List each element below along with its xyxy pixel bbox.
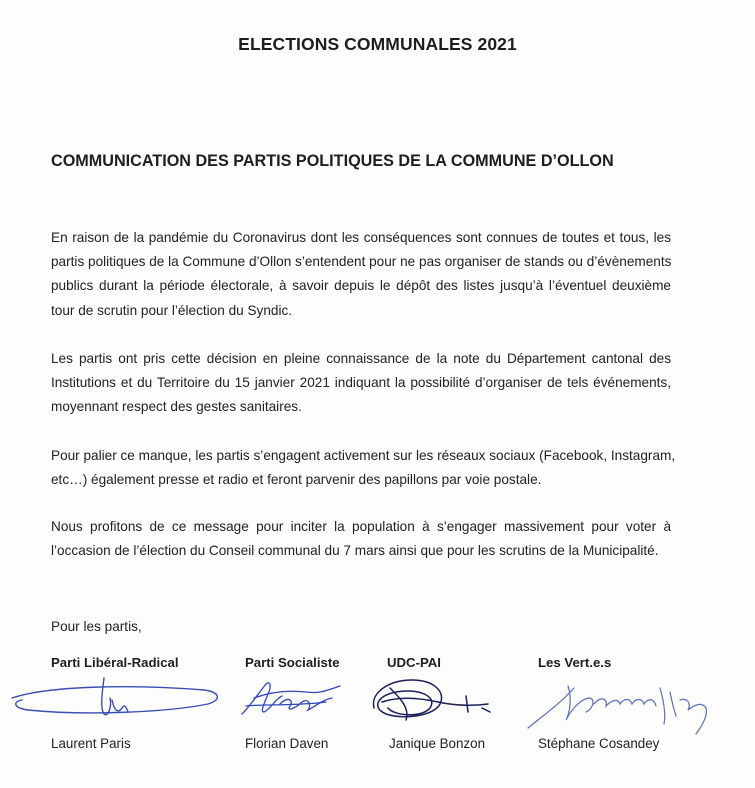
paragraph-pandemic	[51, 226, 671, 323]
party-name-ps: Parti Socialiste	[245, 655, 340, 670]
document-title: ELECTIONS COMMUNALES 2021	[238, 34, 517, 54]
signature-laurent-paris	[8, 670, 224, 730]
party-name-plr: Parti Libéral-Radical	[51, 655, 179, 670]
paragraph-line: tour de scrutin pour l’élection du Syndic.	[51, 302, 293, 318]
paragraph-line: etc…) également presse et radio et feront parvenir des papillons par voie postale.	[51, 472, 542, 488]
signer-name-florian-daven: Florian Daven	[245, 736, 329, 751]
signature-stephane-cosandey	[520, 668, 720, 740]
paragraph-social-media	[51, 444, 676, 492]
signature-janique-bonzon	[360, 668, 500, 732]
paragraph-line: l’occasion de l’élection du Conseil communal du 7 mars ainsi que pour les scrutins de la Municipalité.	[51, 543, 659, 559]
paragraph-decision	[51, 347, 671, 420]
paragraph-line: Les partis ont pris cette décision en pleine connaissance de la note du Département cantonal des	[51, 351, 671, 366]
signer-name-stephane-cosandey: Stéphane Cosandey	[538, 736, 660, 751]
paragraph-line: Nous profitons de ce message pour inciter la population à s’engager massivement pour voter à	[51, 519, 671, 534]
paragraph-vote-call	[51, 515, 671, 563]
signer-name-laurent-paris: Laurent Paris	[51, 736, 131, 751]
signature-florian-daven	[236, 676, 348, 722]
paragraph-line: En raison de la pandémie du Coronavirus dont les conséquences sont connues de toutes et tous, les	[51, 230, 671, 245]
paragraph-line: Pour palier ce manque, les partis s’engagent activement sur les réseaux sociaux (Facebook, Instagram,	[51, 448, 676, 463]
paragraph-line: partis politiques de la Commune d’Ollon s’entendent pour ne pas organiser de stands ou d’évènements	[51, 254, 672, 270]
party-name-verts: Les Vert.e.s	[538, 655, 612, 670]
party-name-udc: UDC-PAI	[387, 655, 441, 670]
paragraph-line: Institutions et du Territoire du 15 janvier 2021 indiquant la possibilité d’organiser de tels événements,	[51, 375, 671, 391]
document-subtitle: COMMUNICATION DES PARTIS POLITIQUES DE LA COMMUNE D’OLLON	[51, 152, 614, 170]
paragraph-line: moyennant respect des gestes sanitaires.	[51, 399, 302, 415]
closing-greeting: Pour les partis,	[51, 619, 142, 634]
signer-name-janique-bonzon: Janique Bonzon	[389, 736, 486, 751]
paragraph-line: publics durant la période électorale, à savoir depuis le dépôt des listes jusqu’à l’éventuel deuxième	[51, 278, 671, 294]
